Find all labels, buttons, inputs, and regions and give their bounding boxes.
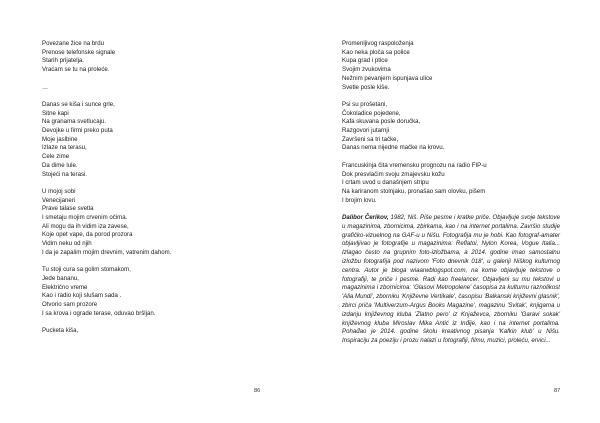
page-number-left: 86: [254, 388, 261, 394]
poem-line: Devojke u firmi preko puta: [42, 127, 113, 134]
poem-line: Sitne kapi: [42, 109, 69, 117]
page-number-right: 87: [554, 388, 561, 394]
poem-line: Razgovori jutarnji: [342, 127, 390, 135]
poem-line: Kafa skuvana posle doručka,: [342, 118, 421, 126]
poem-line: Francuskinja čita vremensku prognozu na radio FIP-u: [342, 161, 487, 169]
poem-line: Završeni sa tri tačke,: [342, 135, 399, 143]
poem-line: Čokoladice pojedene,: [342, 109, 401, 117]
poem-line: Cele zime: [42, 153, 70, 161]
poem-line: Nežnim pevanjem ispunjava ulice: [342, 74, 433, 82]
poem-line: Svojim zvukovima: [342, 66, 391, 74]
poem-line: Prenose telefonske signale: [42, 48, 116, 56]
poem-line: Na kariranom stolnjaku, pronašao sam olovku, pišem: [342, 187, 486, 195]
poem-line: Prave talase svetla: [42, 205, 94, 213]
author-bio-text: 1982, Niš. Piše pesme i kratke priče. Objavljuje svoje tekstove u magazinima, zbornicima, zbirkama, kao i na internet portalima. Završio studije grafičko-vizuelnog na GAF-u u Nišu. Fotografija mu je hobi. Kao fotograf-amater objavljivao je fotografije u magazinima: Reflatoi, Nylon Korea, Vogue Italia... Izlagao često na grupnim foto-izložbama, a 2014. godine imao samostalnu izložbu fotografija pod nazivom 'Foto dnevnik 018', u galeriji Niškog kulturnog centra. Autor je bloga wiaarwblogspot.com, na kome objavljuje tekstove o fotografiji, te priče i pesme. Radi kao freelancer. Objavljeni su mu tekstovi u magazinima i zbornicima: 'Glasovi Metropolene' časopisa za kulturnu raznolikost 'Alia Mundi', zborniku 'Književne Vertikale', časopisu 'Balkanski književni glasnik', zbirci priča 'Multiverzum-Argus Books Magazine', magazinu 'Svitak', knjigama u izdanju književnog kluba 'Zlatno pero' iz Knjaževca, zborniku 'Garavi sokak' književnog kluba Miroslav Mika Antić iz Inđije, kao i na internet portalima. Pohađao je 2014. godine školu kreativnog pisanja 'Kafkin klub' u Nišu. Inspiraciju za poeziju i prozu nalazi u fotografiji, filmu, muzici, proleću, ervici...: [342, 214, 560, 345]
poem-line: Dok presvlačim svoju zmajevsku kožu: [342, 170, 445, 178]
poem-line: I smetaju mojim crvenim očima.: [42, 214, 128, 222]
poem-line: Moje jaslbine: [42, 135, 78, 143]
poem-line: Svetle posle kiše.: [342, 83, 390, 91]
right-poem-column: [342, 40, 562, 346]
poem-line: I sa krova i ograde terase, oduvao bršljan.: [42, 309, 156, 317]
poem-line: Kao i radio koji slušam sada .: [42, 292, 122, 300]
poem-line: Povezane žice na brdu: [42, 40, 104, 47]
poem-line: Tu stoji cura sa golim stomakom,: [42, 266, 131, 274]
poem-line: Koje opet vape, da porod prozora: [42, 231, 133, 239]
poem-line: …: [42, 83, 49, 91]
poem-line: Danas nema nijedne mačke na krovu.: [342, 144, 445, 152]
poem-line: I da je zapalim mojim drevnim, vatrenim dahom.: [42, 248, 172, 256]
poem-line: I crtam uvod u današnjem stripu: [342, 179, 429, 187]
right-page: [300, 0, 600, 423]
right-poem-stanzas: [342, 40, 562, 205]
poem-line: Jede bananu,: [42, 274, 79, 282]
poem-line: Psi su prošetani,: [342, 100, 388, 108]
poem-line: Venecijaneri: [42, 196, 76, 204]
poem-line: U mojoj sobi: [42, 187, 76, 195]
poem-line: Stojeći na terasi.: [42, 170, 88, 178]
poem-line: Kupa grad i ptice: [342, 57, 388, 65]
poem-line: Električno vreme: [42, 283, 88, 291]
poem-line: Ali mogu da ih vidim iza zavese,: [42, 222, 129, 230]
poem-line: Na granama svetlucaju.: [42, 118, 107, 126]
poem-line: Da dime lule.: [42, 161, 78, 169]
poem-line: Izlaze na terasu,: [42, 144, 87, 152]
poem-line: Vraćam se tu na proleće.: [42, 66, 110, 74]
poem-line: I brojim lovu.: [342, 196, 377, 204]
poem-line: Pucketa kiša,: [42, 327, 79, 335]
author-name: Dalibor Čerikov,: [342, 214, 389, 222]
poem-line: Vidim neku od njih: [42, 240, 92, 248]
poem-line: Promenljivog raspoloženja: [342, 40, 414, 47]
poem-line: Starih prijatelja.: [42, 57, 84, 65]
author-bio: [342, 214, 560, 346]
poem-line: Otvorio sam prozore: [42, 301, 98, 309]
poem-line: Kao neka ploča sa police: [342, 48, 410, 56]
left-poem-column: [42, 40, 272, 336]
poem-line: Danas se kiša i sunce grle,: [42, 100, 115, 108]
